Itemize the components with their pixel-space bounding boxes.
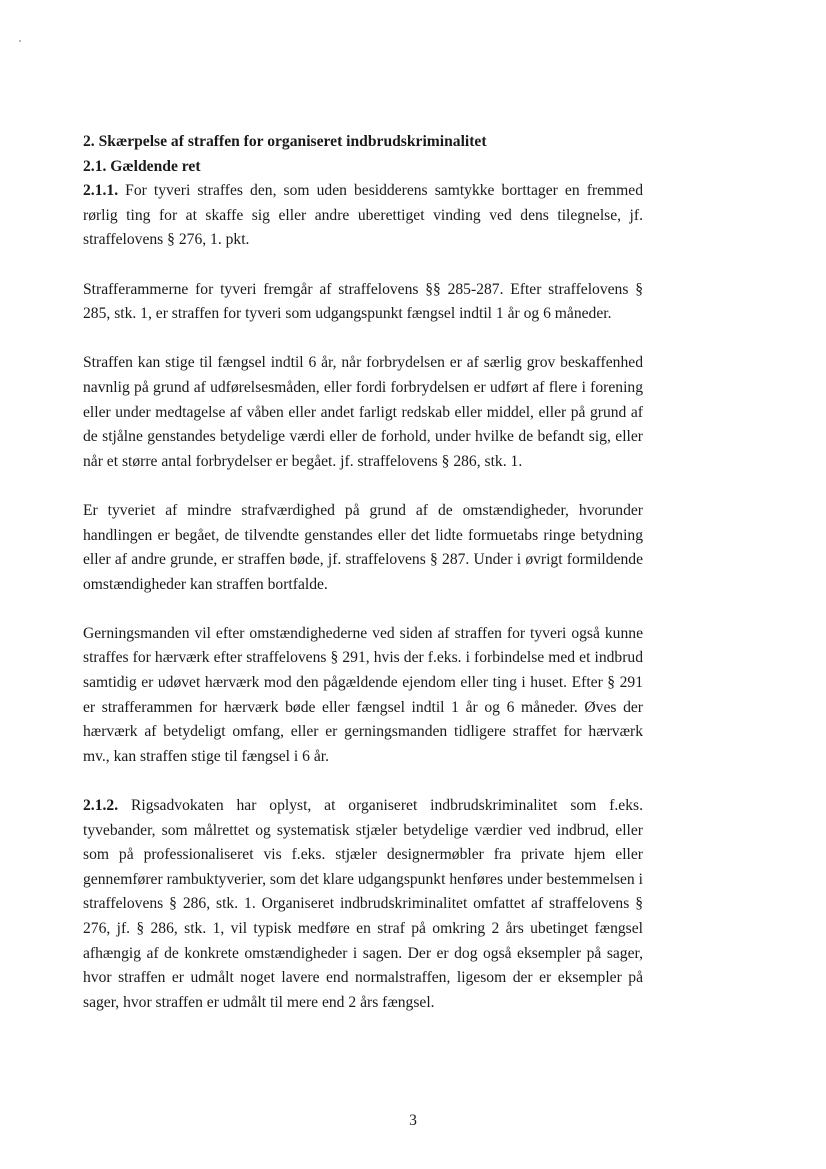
- paragraph-text: Gerningsmanden vil efter omstændighederne ved siden af straffen for tyveri også kunne straffes for hærværk efter straffelovens § 291, hvis der f.eks. i forbindelse med et indbrud samtidig er udøvet hærværk mod den pågældende ejendom eller ting i huset. Efter § 291 er strafferammen for hærværk bøde eller fængsel indtil 1 år og 6 måneder. Øves der hærværk af betydeligt omfang, eller er gerningsmanden tidligere straffet for hærværk mv., kan straffen stige til fængsel i 6 år.: [83, 624, 643, 765]
- paragraph-strafferammer: [83, 278, 643, 327]
- paragraph-mindre-strafvaerdighed: [83, 499, 643, 597]
- paragraph-text: Er tyveriet af mindre strafværdighed på grund af de omstændigheder, hvorunder handlingen er begået, de tilvendte genstandes eller det lidte formuetabs ringe betydning eller af andre grunde, er straffen bøde, jf. straffelovens § 287. Under i øvrigt formildende omstændigheder kan straffen bortfalde.: [83, 501, 643, 593]
- section-heading: 2. Skærpelse af straffen for organiseret indbrudskriminalitet: [83, 133, 487, 150]
- page-number: 3: [409, 1112, 417, 1129]
- paragraph-2-1-2: [83, 794, 643, 1015]
- paragraph-2-1-1: [83, 179, 643, 253]
- paragraph-text: Rigsadvokaten har oplyst, at organiseret indbrudskriminalitet som f.eks. tyvebander, som målrettet og systematisk stjæler betydelige værdier ved indbrud, eller som på professionaliseret vis f.eks. stjæler designermøbler fra private hjem eller gennemfører rambuktyverier, som det klare udgangspunkt henføres under bestemmelsen i straffelovens § 286, stk. 1. Organiseret indbrudskriminalitet omfattet af straffelovens § 276, jf. § 286, stk. 1, vil typisk medføre en straf på omkring 2 års ubetinget fængsel afhængig af de konkrete omstændigheder i sagen. Der er dog også eksempler på sager, hvor straffen er udmålt noget lavere end normalstraffen, ligesom der er eksempler på sager, hvor straffen er udmålt til mere end 2 års fængsel.: [83, 797, 643, 1011]
- document-body: [83, 130, 643, 1040]
- subsection-heading: 2.1. Gældende ret: [83, 157, 201, 175]
- paragraph-skaerpet-straf: [83, 351, 643, 474]
- paragraph-text: For tyveri straffes den, som uden besidderens samtykke borttager en fremmed rørlig ting for at skaffe sig eller andre uberettiget vinding ved dens tilegnelse, jf. straffelovens § 276, 1. pkt.: [83, 182, 643, 249]
- paragraph-number: 2.1.1.: [83, 182, 119, 200]
- paragraph-haervaerk: [83, 622, 643, 770]
- scan-speck: [19, 40, 21, 42]
- paragraph-text: Straffen kan stige til fængsel indtil 6 år, når forbrydelsen er af særlig grov beskaffenhed navnlig på grund af udførelsesmåden, eller fordi forbrydelsen er udført af flere i forening eller under medtagelse af våben eller andet farligt redskab eller middel, eller på grund af de stjålne genstandes betydelige værdi eller de forhold, under hvilke de befandt sig, eller når et større antal forbrydelser er begået. jf. straffelovens § 286, stk. 1.: [83, 354, 643, 470]
- paragraph-text: Strafferammerne for tyveri fremgår af straffelovens §§ 285-287. Efter straffelovens § 285, stk. 1, er straffen for tyveri som udgangspunkt fængsel indtil 1 år og 6 måneder.: [83, 280, 643, 323]
- paragraph-number: 2.1.2.: [83, 797, 119, 815]
